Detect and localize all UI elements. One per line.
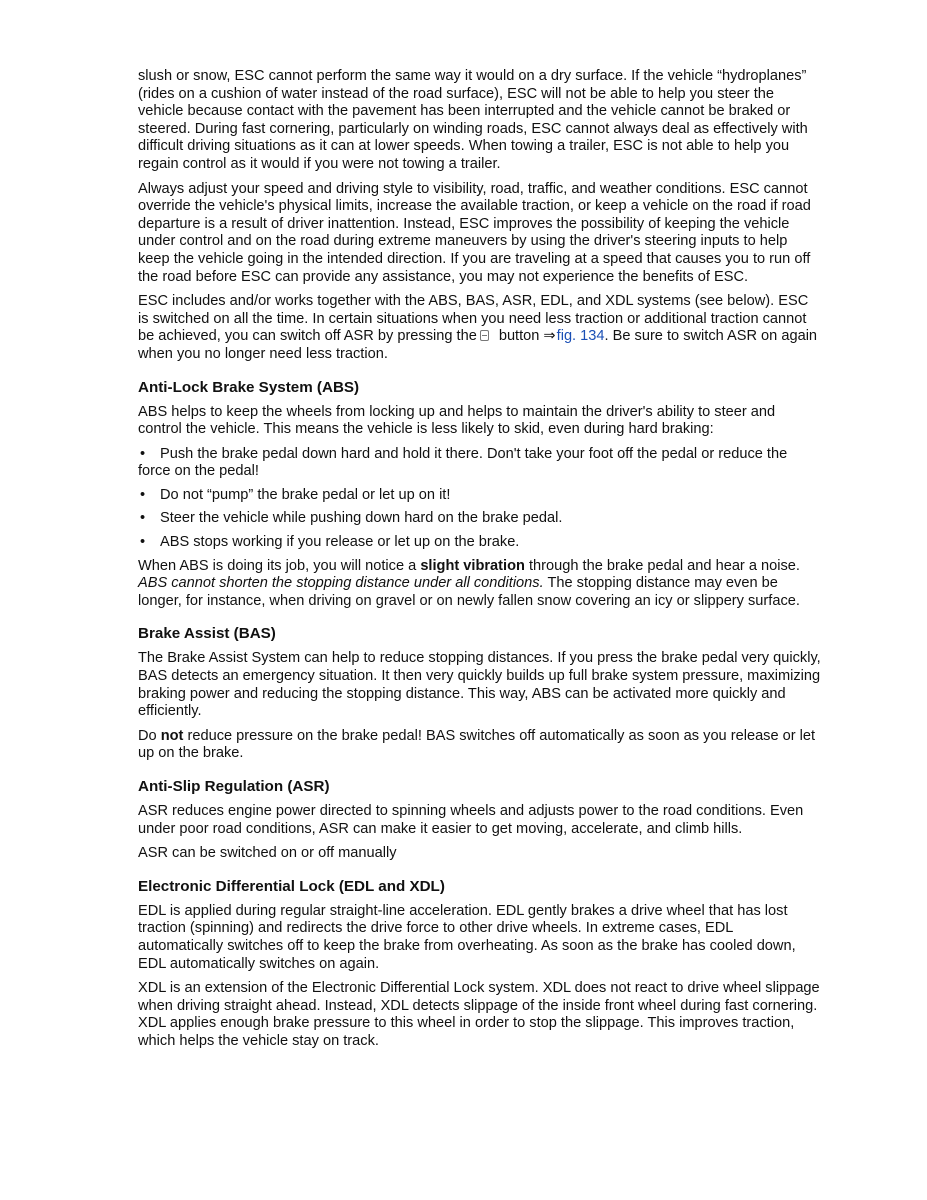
bullet-text: ABS stops working if you release or let up on the brake. (160, 534, 520, 551)
bullet-icon: • (140, 534, 146, 551)
reference-arrow-icon: ⇒ (543, 328, 556, 345)
abs-note-bold: slight vibration (420, 557, 525, 574)
bullet-text: Push the brake pedal down hard and hold it there. Don't take your foot off the pedal or reduce the force on the pedal! (138, 445, 788, 480)
manual-page (138, 68, 822, 1058)
bullet-icon: • (140, 510, 146, 527)
abs-note-text-2: through the brake pedal and hear a noise. (528, 557, 800, 574)
bullet-icon: • (140, 486, 146, 503)
asr-paragraph-1: ASR reduces engine power directed to spinning wheels and adjusts power to the road conditions. Even under poor road conditions, ASR can make it easier to get moving, accelerate, and climb hills. (138, 803, 804, 837)
asr-reminder-text: . Be sure to switch ASR on again when you no longer need less traction. (138, 328, 818, 362)
edl-paragraph-1: EDL is applied during regular straight-line acceleration. EDL gently brakes a drive wheel that has lost traction (spinning) and redirects the drive force to other drive wheels. In extreme cases, EDL automatically switches off to keep the brake from overheating. As soon as the brake has cooled down, EDL automatically switches on again. (138, 902, 796, 972)
bas-bold-not: not (160, 727, 184, 744)
list-item (138, 510, 822, 528)
list-item (138, 487, 822, 505)
asr-paragraph-2: ASR can be switched on or off manually (138, 845, 397, 862)
button-word: button (498, 328, 540, 345)
esc-systems-paragraph (138, 293, 822, 363)
driving-style-paragraph: Always adjust your speed and driving style to visibility, road, traffic, and weather conditions. ESC cannot override the vehicle's physical limits, increase the available traction, or keep a vehicle on the road if road departure is a result of driver inattention. Instead, ESC improves the possibility of keeping the vehicle under control and on the road during extreme maneuvers by using the driver's steering inputs to help keep the vehicle going in the intended direction. If you are traveling at a speed that causes you to run off the road before ESC can provide any assistance, you may not experience the benefits of ESC. (138, 180, 811, 285)
esc-off-button-icon (480, 330, 489, 341)
bullet-icon: • (140, 445, 146, 462)
abs-note-paragraph (138, 558, 822, 611)
bullet-text: Do not “pump” the brake pedal or let up on it! (160, 486, 451, 503)
bas-text-2: reduce pressure on the brake pedal! BAS switches off automatically as soon as you release or let up on the brake. (138, 727, 816, 762)
list-item (138, 446, 822, 481)
bas-heading: Brake Assist (BAS) (138, 625, 276, 643)
bas-paragraph-1: The Brake Assist System can help to reduce stopping distances. If you press the brake pedal very quickly, BAS detects an emergency situation. It then very quickly builds up full brake system pressure, maximizing braking power and reducing the stopping distance. This way, ABS can be activated more quickly and efficiently. (138, 650, 821, 720)
bas-text: Do (138, 727, 157, 744)
esc-systems-text: ESC includes and/or works together with the ABS, BAS, ASR, EDL, and XDL systems (see below). ESC is switched on all the time. In certain situations when you need less traction or additional traction cannot be achieved, you can switch off ASR by pressing the (138, 293, 809, 345)
list-item (138, 534, 822, 552)
xdl-paragraph: XDL is an extension of the Electronic Differential Lock system. XDL does not react to drive wheel slippage when driving straight ahead. Instead, XDL detects slippage of the inside front wheel during fast cornering. XDL applies enough brake pressure to this wheel in order to stop the slippage. This improves traction, which helps the vehicle stay on track. (138, 980, 820, 1049)
asr-heading: Anti-Slip Regulation (ASR) (138, 778, 330, 795)
abs-note-italic: ABS cannot shorten the stopping distance under all conditions. (138, 575, 544, 592)
edl-heading: Electronic Differential Lock (EDL and XDL) (138, 877, 445, 895)
abs-heading: Anti-Lock Brake System (ABS) (138, 378, 360, 396)
bullet-text: Steer the vehicle while pushing down hard on the brake pedal. (160, 510, 563, 527)
abs-note-text: When ABS is doing its job, you will notice a (138, 557, 417, 574)
bas-paragraph-2 (138, 728, 822, 763)
abs-intro: ABS helps to keep the wheels from locking up and helps to maintain the driver's ability to steer and control the vehicle. This means the vehicle is less likely to skid, even during hard braking: (138, 403, 776, 438)
esc-limits-paragraph: slush or snow, ESC cannot perform the same way it would on a dry surface. If the vehicle “hydroplanes” (rides on a cushion of water instead of the road surface), ESC will not be able to help you steer the vehicle because contact with the pavement has been interrupted and the vehicle cannot be braked or steered. During fast cornering, particularly on winding roads, ESC cannot always deal as effectively with difficult driving situations as it can at lower speeds. When towing a trailer, ESC is not able to help you regain control as it would if you were not towing a trailer. (138, 68, 808, 172)
fig-134-link[interactable]: fig. 134 (556, 328, 605, 345)
abs-note-text-3: The stopping distance may even be longer, for instance, when driving on gravel or on newly fallen snow covering an icy or slippery surface. (138, 575, 800, 609)
